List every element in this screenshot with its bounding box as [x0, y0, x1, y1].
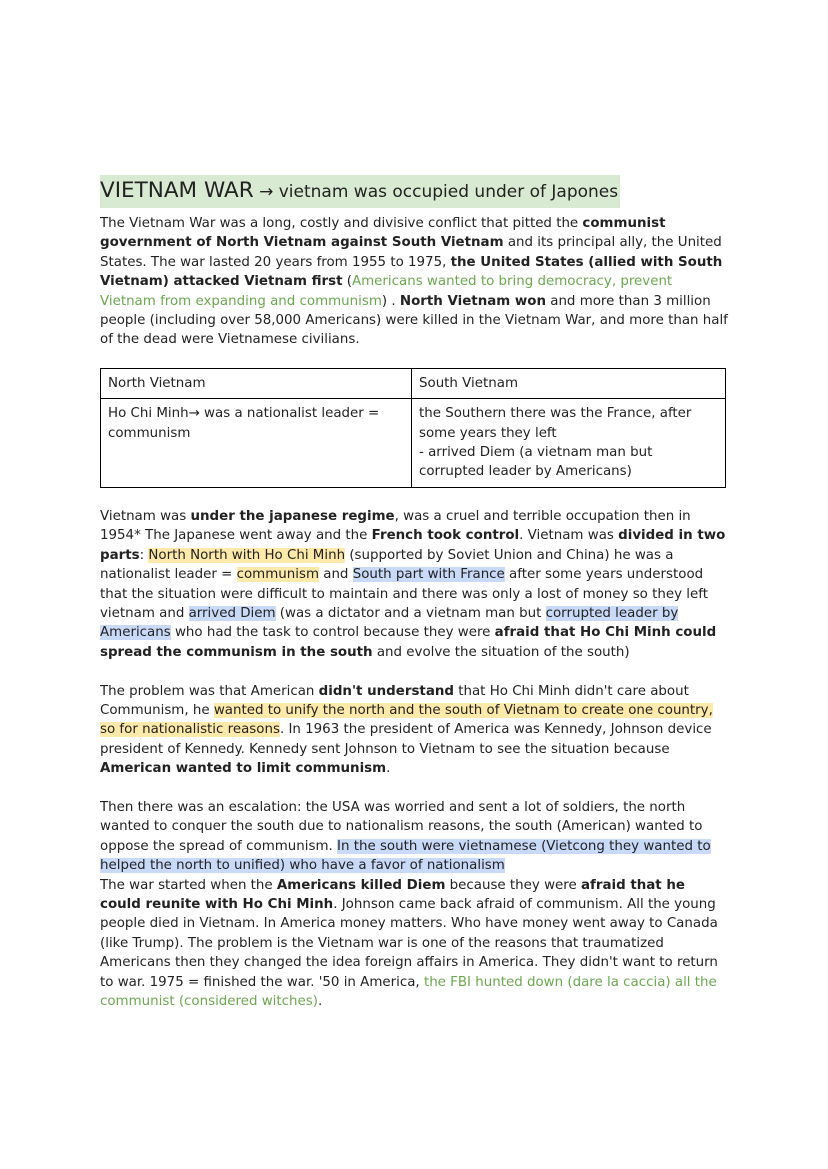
paragraph-gap [100, 779, 728, 798]
text-run: who had the task to control because they were [170, 625, 495, 641]
text-run: (supported by Soviet Union and China) he was a nationalist leader = [100, 547, 674, 583]
table-header-row [101, 368, 726, 398]
bold-run: under the japanese regime [190, 508, 395, 524]
blue-highlight: arrived Diem [188, 605, 276, 621]
cell-line: the Southern there was the France, after some years they left [419, 406, 692, 441]
text-run: . [317, 994, 323, 1009]
cell-north: Ho Chi Minh→ was a nationalist leader = communism [101, 399, 412, 488]
text-run: ) . [381, 293, 400, 309]
text-run: Vietnam was [100, 508, 191, 524]
text-run: . [386, 761, 391, 777]
bold-run: divided in two parts [100, 528, 726, 563]
war-paragraph [100, 876, 728, 1012]
bold-run: North Vietnam won [399, 293, 546, 309]
yellow-highlight: communism [236, 567, 319, 583]
text-run: The problem was that American [100, 683, 319, 699]
blue-highlight: corrupted leader by Americans [100, 605, 679, 641]
title-arrow: → [253, 182, 279, 202]
bold-run: Americans killed Diem [276, 877, 446, 893]
page-title [100, 175, 620, 208]
title-subtitle: vietnam was occupied under of Japones [278, 182, 619, 202]
cell-south [412, 399, 726, 488]
document-page [100, 175, 728, 1011]
header-north: North Vietnam [101, 368, 412, 398]
text-run: (was a dictator and a vietnam man but [275, 605, 546, 621]
text-run: : [139, 547, 149, 563]
text-run: . Johnson came back afraid of communism. All the young people died in Vietnam. In America money matters. Who have money went away to Canada (like Trump). The problem is the Vietnam war is one of the reasons that traumatized Americans then they changed the idea foreign affairs in America. They didn't want to return to war. 1975 = finished the war. '50 in America, [100, 896, 718, 990]
bold-run: didn't understand [318, 683, 454, 699]
paragraph-gap [100, 662, 728, 681]
text-run: and evolve the situation of the south) [372, 644, 630, 660]
text-run: that Ho Chi Minh didn't care about Communism, he [100, 683, 689, 718]
problem-paragraph [100, 682, 728, 779]
bold-run: communist government of North Vietnam against South Vietnam [100, 216, 666, 251]
text-run: and more than 3 million people (including over 58,000 Americans) were killed in the Vietnam War, and more than half of the dead were Vietnamese civilians. [100, 293, 728, 348]
text-run: . In 1963 the president of America was Kennedy, Johnson device president of Kennedy. Kennedy sent Johnson to Vietnam to see the situation because [100, 722, 712, 757]
green-note: Americans wanted to bring democracy, prevent Vietnam from expanding and communism [100, 274, 673, 309]
yellow-highlight: wanted to unify the north and the south of Vietnam to create one country, so for nationalistic reasons [100, 702, 713, 738]
text-run: The war started when the [100, 877, 277, 893]
yellow-highlight: North North with Ho Chi Minh [148, 547, 346, 563]
text-run: , was a cruel and terrible occupation then in 1954* The Japanese went away and the [100, 508, 691, 544]
history-paragraph [100, 507, 728, 662]
intro-paragraph [100, 214, 728, 350]
cell-line: - arrived Diem (a vietnam man but corrupted leader by Americans) [419, 445, 653, 480]
blue-highlight: In the south were vietnamese (Vietcong they wanted to helped the north to unified) who have a favor of nationalism [100, 838, 711, 874]
title-main: VIETNAM WAR [100, 178, 254, 203]
header-south: South Vietnam [412, 368, 726, 398]
text-run: The Vietnam War was a long, costly and divisive conflict that pitted the [100, 216, 583, 231]
bold-run: French took control [371, 528, 520, 544]
text-run: Then there was an escalation: the USA was worried and sent a lot of soldiers, the north wanted to conquer the south due to nationalism reasons, the south (American) wanted to oppose the spread of communism. [100, 799, 703, 854]
comparison-table [100, 368, 726, 488]
bold-run: afraid that he could reunite with Ho Chi Minh [100, 877, 685, 912]
bold-run: afraid that Ho Chi Minh could spread the communism in the south [100, 625, 717, 660]
escalation-paragraph [100, 798, 728, 876]
text-run: after some years understood that the situation were difficult to maintain and there was only a lost of money so they left vietnam and [100, 567, 708, 621]
text-run: ( [342, 274, 352, 290]
text-run: because they were [445, 877, 581, 893]
green-note: the FBI hunted down (dare la caccia) all the communist (considered witches) [100, 974, 717, 1009]
bold-run: the United States (allied with South Vietnam) attacked Vietnam first [100, 254, 723, 290]
text-run: and [318, 567, 353, 583]
bold-run: American wanted to limit communism [100, 761, 387, 777]
text-run: . Vietnam was [519, 528, 619, 544]
table-row [101, 399, 726, 488]
text-run: and its principal ally, the United States. The war lasted 20 years from 1955 to 1975, [100, 235, 722, 270]
blue-highlight: South part with France [352, 567, 505, 583]
